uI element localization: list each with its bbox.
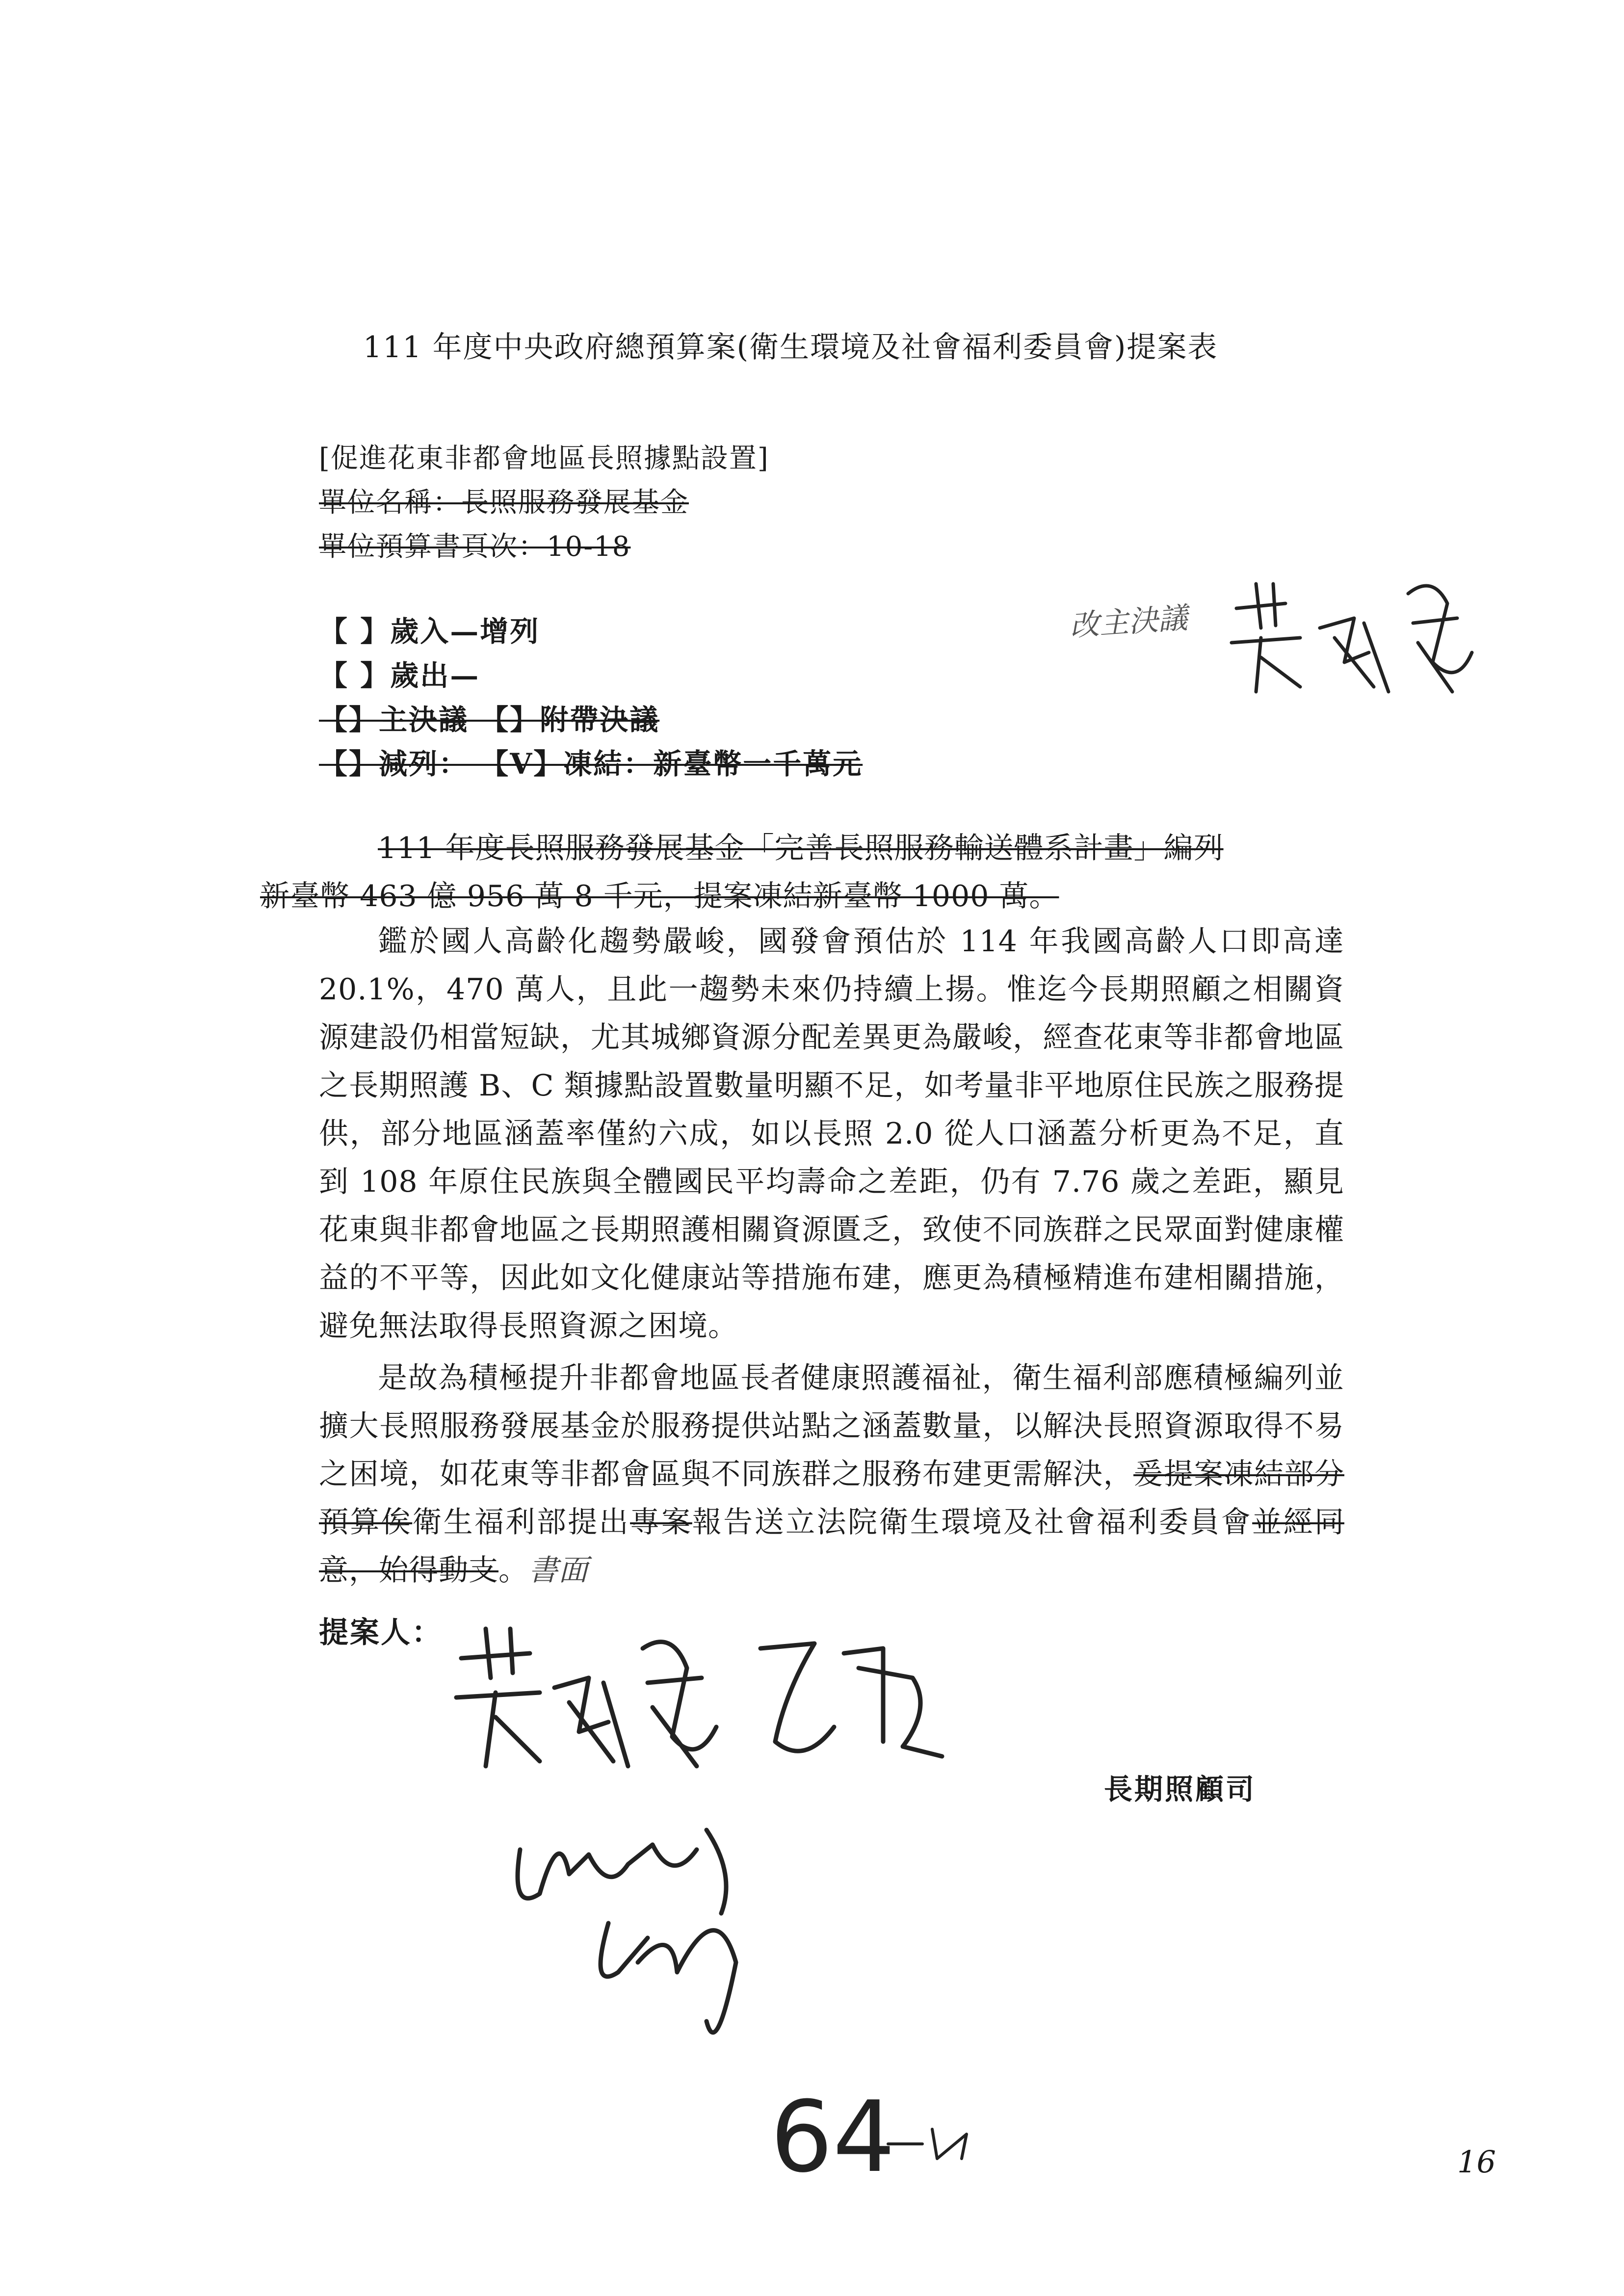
handwritten-page-number: 64	[770, 2080, 895, 2194]
unit-budget-page: 單位預算書頁次：10-18	[319, 531, 631, 563]
annotation-text: 改主決議	[1069, 600, 1189, 644]
department-label: 長期照顧司	[1104, 1773, 1257, 1806]
option-expenditure: 【 】歲出—	[319, 659, 480, 692]
annotation-signature	[1227, 564, 1482, 711]
para3-part-c: 報告送立法院衛生環境及社會福利委員會	[692, 1505, 1253, 1539]
paragraph-conclusion	[319, 1354, 1344, 1594]
proposer-label: 提案人：	[319, 1616, 443, 1650]
proposer-signatures	[442, 1619, 1079, 2061]
para3-struck-2: 專案	[630, 1505, 692, 1539]
handwritten-insert: 書面	[528, 1553, 588, 1588]
option-revenue-increase: 【 】歲入—增列	[319, 615, 540, 648]
paragraph-main: 鑑於國人高齡化趨勢嚴峻，國發會預估於 114 年我國高齡人口即高達 20.1%，470 萬人，且此一趨勢未來仍持續上揚。惟迄今長期照顧之相關資源建設仍相當短缺，尤其城鄉資源分配差異更為嚴峻，經查花東等非都會地區之長期照護 B、C 類據點設置數量明顯不足，如考量非平地原住民族之服務提供，部分地區涵蓋率僅約六成，如以長照 2.0 從人口涵蓋分析更為不足，直到 108 年原住民族與全體國民平均壽命之差距，仍有 7.76 歲之差距，顯見花東與非都會地區之長期照護相關資源匱乏，致使不同族群之民眾面對健康權益的不平等，因此如文化健康站等措施布建，應更為積極精進布建相關措施，避免無法取得長照資源之困境。	[319, 924, 1344, 1343]
paragraph-struck	[260, 824, 1344, 920]
para3-part-d: 。	[498, 1553, 528, 1588]
corner-page-number: 16	[1457, 2144, 1496, 2180]
unit-name: 單位名稱：長照服務發展基金	[319, 487, 689, 519]
para3-struck-1: 爰提案凍結部分預算俟	[319, 1457, 1345, 1539]
para1-line1: 111 年度長照服務發展基金「完善長照服務輸送體系計畫」編列	[378, 831, 1224, 865]
document-title: 111 年度中央政府總預算案(衛生環境及社會福利委員會)提案表	[363, 330, 1218, 365]
para3-part-a: 是故為積極提升非都會地區長者健康照護福祉，衛生福利部應積極編列並擴大長照服務發展基金於服務提供站點之涵蓋數量，以解決長照資源取得不易之困境，如花東等非都會區與不同族群之服務布建更需解決，	[319, 1361, 1344, 1491]
page-number-mark	[883, 2124, 981, 2164]
proposal-heading: [促進花東非都會地區長照據點設置]	[319, 443, 769, 474]
option-freeze: 【】減列： 【V】凍結：新臺幣一千萬元	[319, 747, 863, 781]
option-resolution: 【】主決議 【】附帶決議	[319, 703, 660, 736]
para3-part-b: 衛生福利部提出	[412, 1505, 630, 1539]
para1-line2: 新臺幣 463 億 956 萬 8 千元，提案凍結新臺幣 1000 萬。	[260, 879, 1059, 913]
para3-struck-3: 並經同意，始得動支	[319, 1505, 1344, 1588]
